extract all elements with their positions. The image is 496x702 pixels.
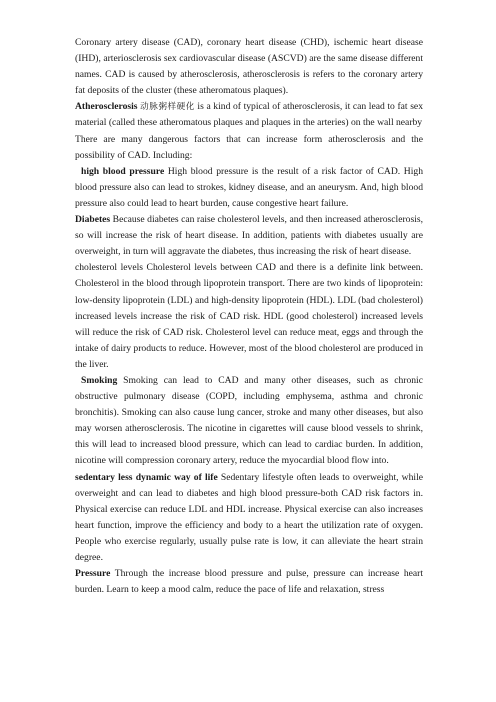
paragraph-cad-intro <box>75 35 423 99</box>
paragraph-smoking <box>75 373 423 470</box>
paragraph-text: Smoking can lead to CAD and many other diseases, such as chronic obstructive pulmonary disease (COPD, including emphysema, asthma and chronic bronchitis). Smoking can also cause lung cancer, stroke and many other diseases, but also may worsen atherosclerosis. The nicotine in cigarettes will cause blood vessels to shrink, this will lead to increased blood pressure, which can lead to cardiac burden. In addition, nicotine will compression coronary artery, reduce the myocardial blood flow into. <box>75 374 423 467</box>
paragraph-text: Cholesterol levels between CAD and there is a definite link between. Cholesterol in the blood through lipoprotein transport. There are two kinds of lipoprotein: low-density lipoprotein (LDL) and high-density lipoprotein (HDL). LDL (bad cholesterol) increased levels increase the risk of CAD risk. HDL (good cholesterol) increased levels will reduce the risk of CAD risk. Cholesterol level can reduce meat, eggs and through the intake of dairy products to reduce. However, most of the blood cholesterol are produced in the liver. <box>75 262 423 370</box>
paragraph-heading: cholesterol levels <box>75 262 144 274</box>
paragraph-text: is a kind of typical of atherosclerosis, it can lead to fat sex material (called these atheromatous plaques and plaques in the arteries) on the wall nearby <box>75 101 423 129</box>
paragraph-heading: sedentary less dynamic way of life <box>75 471 218 483</box>
paragraph-text: High blood pressure is the result of a risk factor of CAD. High blood pressure also can lead to strokes, kidney disease, and an aneurysm. And, high blood pressure also could lead to heart burden, cause congestive heart failure. <box>75 165 423 209</box>
paragraph-text: Through the increase blood pressure and pulse, pressure can increase heart burden. Learn to keep a mood calm, reduce the pace of life and relaxation, stress <box>75 568 423 596</box>
paragraph-text: There are many dangerous factors that can increase form atherosclerosis and the possibility of CAD. Including: <box>75 133 423 161</box>
paragraph-heading: Smoking <box>81 374 118 386</box>
chinese-term: 动脉粥样硬化 <box>140 102 195 113</box>
paragraph-high-blood-pressure <box>75 164 423 212</box>
paragraph-text: Because diabetes can raise cholesterol levels, and then increased atherosclerosis, so will increase the risk of heart disease. In addition, patients with diabetes usually are overweight, in turn will aggravate the diabetes, thus increasing the risk of heart disease. <box>75 214 423 258</box>
paragraph-atherosclerosis <box>75 99 423 131</box>
paragraph-heading: Pressure <box>75 568 111 580</box>
paragraph-diabetes <box>75 212 423 260</box>
paragraph-text: Coronary artery disease (CAD), coronary heart disease (CHD), ischemic heart disease (IHD), arteriosclerosis sex cardiovascular disease (ASCVD) are the same disease different names. CAD is caused by atherosclerosis, atherosclerosis is refers to the coronary artery fat deposits of the cluster (these atheromatous plaques). <box>75 37 423 97</box>
paragraph-risk-factors-intro <box>75 132 423 164</box>
paragraph-heading: Diabetes <box>75 214 111 226</box>
paragraph-cholesterol-levels <box>75 260 423 373</box>
paragraph-sedentary-lifestyle <box>75 470 423 567</box>
paragraph-heading: Atherosclerosis <box>75 101 138 113</box>
paragraph-pressure <box>75 566 423 598</box>
paragraph-text: Sedentary lifestyle often leads to overweight, while overweight and can lead to diabetes and high blood pressure-both CAD risk factors in. Physical exercise can reduce LDL and HDL increase. Physical exercise can also increases heart function, improve the efficiency and body to a heart the utilization rate of oxygen. People who exercise regularly, usually pulse rate is low, it can alleviate the heart strain degree. <box>75 471 423 563</box>
paragraph-heading: high blood pressure <box>81 165 165 177</box>
